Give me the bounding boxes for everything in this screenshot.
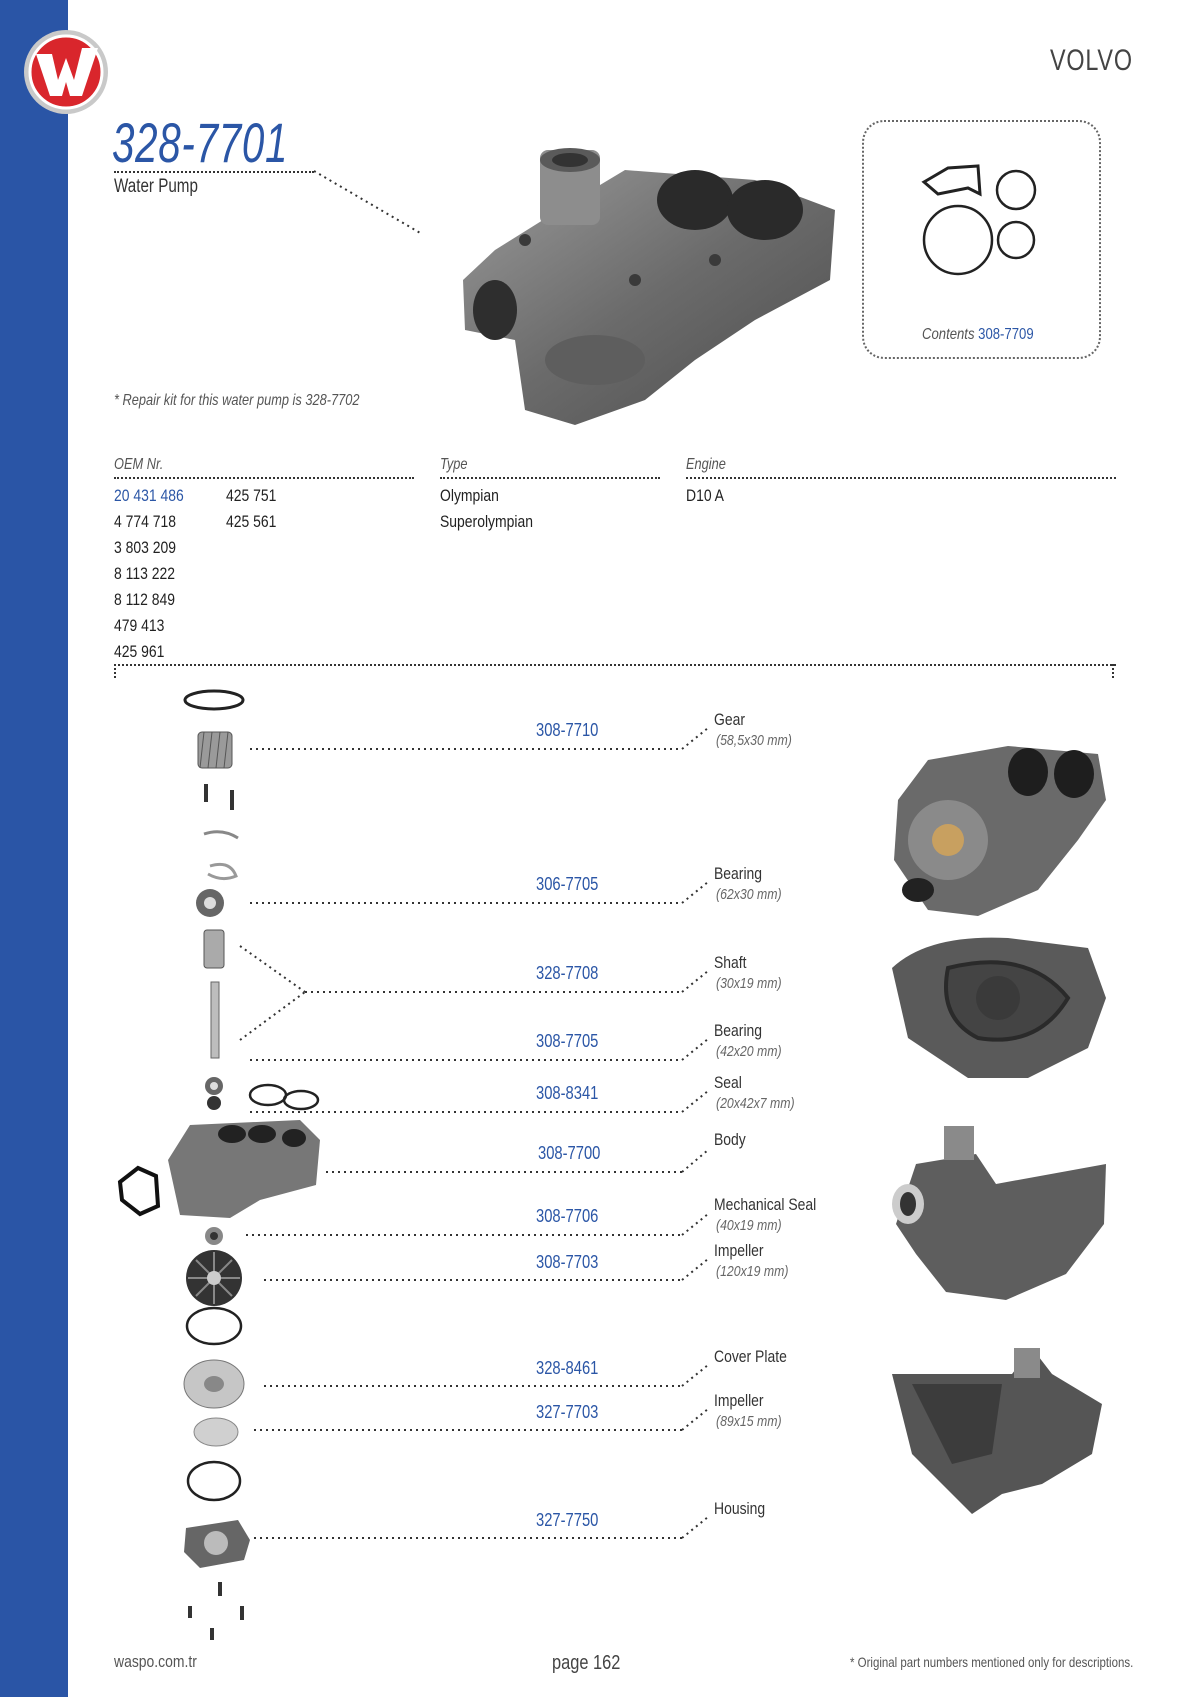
component-number: 308-7700	[538, 1143, 601, 1163]
component-number: 328-8461	[536, 1358, 599, 1378]
contents-part-number: 308-7709	[978, 326, 1034, 343]
brand-name: VOLVO	[1050, 44, 1133, 77]
oem-label: OEM Nr.	[114, 456, 164, 473]
component-name: Body	[714, 1130, 746, 1149]
component-dimension: (40x19 mm)	[716, 1217, 782, 1234]
component-dimension: (42x20 mm)	[716, 1043, 782, 1060]
pump-side-view-image	[886, 1124, 1108, 1304]
oem-number: 425 561	[226, 512, 277, 531]
oem-number: 425 961	[114, 642, 165, 661]
oem-number: 479 413	[114, 616, 165, 635]
oem-number: 8 112 849	[114, 590, 175, 609]
page-subtitle: Water Pump	[114, 176, 198, 197]
component-name: Cover Plate	[714, 1347, 787, 1366]
type-label: Type	[440, 456, 468, 473]
oem-number: 4 774 718	[114, 512, 177, 531]
contents-label-text: Contents	[922, 326, 975, 343]
component-name: Mechanical Seal	[714, 1195, 817, 1214]
oem-number: 20 431 486	[114, 486, 184, 505]
component-dimension: (30x19 mm)	[716, 975, 782, 992]
repair-kit-note: * Repair kit for this water pump is 328-7702	[114, 392, 360, 409]
component-number: 306-7705	[536, 874, 599, 894]
engine-label: Engine	[686, 456, 726, 473]
component-name: Gear	[714, 710, 745, 729]
footer-website[interactable]: waspo.com.tr	[114, 1652, 197, 1671]
component-number: 308-7706	[536, 1206, 599, 1226]
component-number: 308-7703	[536, 1252, 599, 1272]
oem-number: 3 803 209	[114, 538, 177, 557]
vehicle-type: Superolympian	[440, 512, 533, 531]
component-number: 327-7750	[536, 1510, 599, 1530]
component-number: 308-7710	[536, 720, 599, 740]
component-dimension: (120x19 mm)	[716, 1263, 789, 1280]
component-name: Bearing	[714, 1021, 763, 1040]
component-name: Bearing	[714, 864, 763, 883]
page-title: 328-7701	[112, 111, 289, 174]
component-dimension: (20x42x7 mm)	[716, 1095, 795, 1112]
component-number: 308-7705	[536, 1031, 599, 1051]
page-number: page 162	[552, 1652, 621, 1674]
component-name: Housing	[714, 1499, 766, 1518]
component-number: 308-8341	[536, 1083, 599, 1103]
component-number: 327-7703	[536, 1402, 599, 1422]
pump-top-view-image	[892, 1344, 1108, 1518]
oem-number: 8 113 222	[114, 564, 175, 583]
vehicle-type: Olympian	[440, 486, 499, 505]
component-name: Shaft	[714, 953, 747, 972]
pump-rear-view-image	[888, 928, 1108, 1088]
footer-disclaimer: * Original part numbers mentioned only for descriptions.	[850, 1654, 1134, 1670]
component-dimension: (62x30 mm)	[716, 886, 782, 903]
pump-front-view-image	[888, 740, 1108, 920]
component-dimension: (58,5x30 mm)	[716, 732, 792, 749]
component-number: 328-7708	[536, 963, 599, 983]
engine-type: D10 A	[686, 486, 724, 505]
component-name: Seal	[714, 1073, 742, 1092]
component-name: Impeller	[714, 1391, 764, 1410]
component-name: Impeller	[714, 1241, 764, 1260]
component-dimension: (89x15 mm)	[716, 1413, 782, 1430]
oem-number: 425 751	[226, 486, 277, 505]
